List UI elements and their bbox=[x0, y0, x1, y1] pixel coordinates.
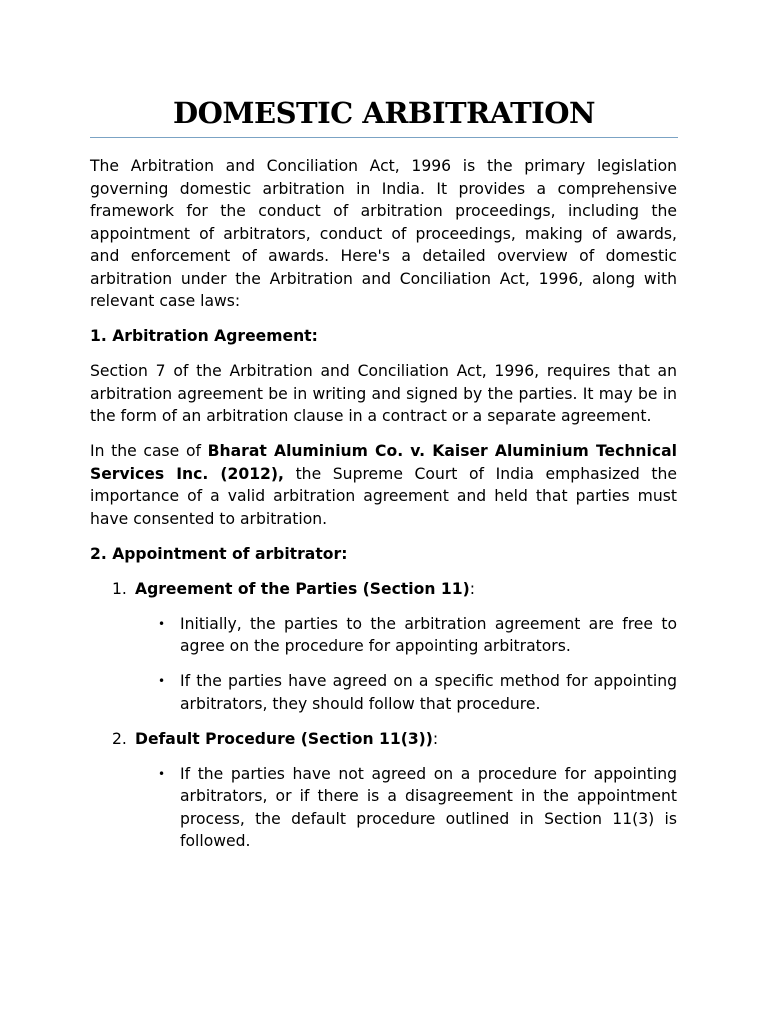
bullet-item bbox=[135, 763, 677, 853]
intro-paragraph: The Arbitration and Conciliation Act, 1996 is the primary legislation governing domestic arbitration in India. It provides a comprehensive framework for the conduct of arbitration proceedings, including the appointment of arbitrators, conduct of proceedings, making of awards, and enforcement of awards. Here's a detailed overview of domestic arbitration under the Arbitration and Conciliation Act, 1996, along with relevant case laws: bbox=[90, 157, 677, 310]
section7-paragraph: Section 7 of the Arbitration and Conciliation Act, 1996, requires that an arbitration agreement be in writing and signed by the parties. It may be in the form of an arbitration clause in a contract or a separate agreement. bbox=[90, 362, 677, 425]
section-heading-appointment: 2. Appointment of arbitrator: bbox=[90, 544, 348, 563]
case-law-suffix: the Supreme Court of India emphasized the importance of a valid arbitration agreement and held that parties must have consented to arbitration. bbox=[90, 464, 677, 528]
list-item-title-text: Default Procedure (Section 11(3)) bbox=[135, 729, 433, 748]
bullet-item bbox=[135, 670, 677, 715]
bullet-icon: • bbox=[158, 674, 166, 688]
list-item-title bbox=[135, 580, 475, 598]
bullet-list bbox=[135, 763, 677, 853]
case-law-paragraph bbox=[90, 440, 677, 530]
list-item-title-text: Agreement of the Parties (Section 11) bbox=[135, 579, 470, 598]
case-name: Bharat Aluminium Co. v. Kaiser Aluminium Technical Services Inc. (2012), bbox=[90, 442, 677, 483]
list-item-colon: : bbox=[469, 579, 475, 598]
list-item bbox=[90, 728, 677, 853]
bullet-list bbox=[135, 613, 677, 716]
section-heading-arbitration-agreement: 1. Arbitration Agreement: bbox=[90, 327, 318, 345]
list-number: 1. bbox=[112, 579, 127, 598]
bullet-item bbox=[135, 613, 677, 658]
bullet-text: If the parties have not agreed on a procedure for appointing arbitrators, or if there is a disagreement in the appointment process, the default procedure outlined in Section 11(3) is followed. bbox=[180, 764, 677, 850]
bullet-icon: • bbox=[158, 766, 166, 781]
list-item bbox=[90, 578, 677, 716]
appointment-list bbox=[90, 578, 677, 853]
list-item-title bbox=[135, 730, 438, 748]
title-divider bbox=[90, 137, 678, 138]
bullet-text: If the parties have agreed on a specific method for appointing arbitrators, they should follow that procedure. bbox=[180, 672, 677, 713]
list-item-colon: : bbox=[432, 729, 439, 748]
case-law-prefix: In the case of bbox=[90, 442, 208, 460]
bullet-icon: • bbox=[158, 616, 166, 631]
page-title: DOMESTIC ARBITRATION bbox=[172, 96, 596, 130]
list-number: 2. bbox=[112, 729, 127, 748]
document-body bbox=[90, 155, 677, 865]
bullet-text: Initially, the parties to the arbitration agreement are free to agree on the procedure for appointing arbitrators. bbox=[180, 614, 677, 655]
